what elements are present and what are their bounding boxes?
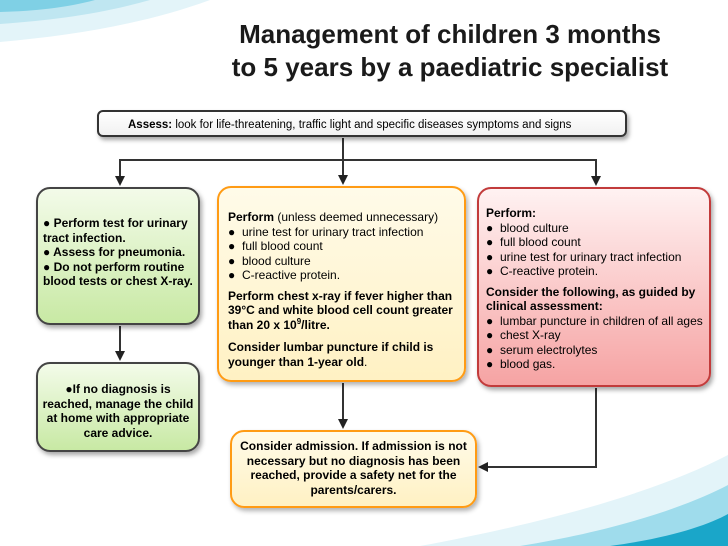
assess-label: Assess: <box>128 119 173 131</box>
bullet-icon: ● <box>228 268 236 282</box>
bullet-icon: ● <box>486 357 494 371</box>
green-line-4: ● Do not perform routine <box>43 259 185 274</box>
home-line-2: reached, manage the child <box>42 396 194 411</box>
assess-text: look for life-threatening, traffic light and specific diseases symptoms and signs <box>172 119 572 131</box>
bullet-icon: ● <box>228 253 236 268</box>
home-line-3: at home with appropriate <box>46 411 190 425</box>
title-line-2: to 5 years by a paediatric specialist <box>231 52 669 82</box>
bullet-icon: ● <box>486 328 494 342</box>
title-line-1: Management of children 3 months <box>239 19 661 49</box>
admission-line-3: reached, provide a safety net for the <box>250 468 457 482</box>
lp-line-2: younger than 1-year old. <box>228 354 368 369</box>
amber-heading-bold: Perform <box>228 210 275 224</box>
amber-bullet: ● full blood count <box>228 239 323 253</box>
green-line-1: ● Perform test for urinary <box>43 216 188 230</box>
red-consider-bullet: ● lumbar puncture in children of all ages <box>486 313 703 328</box>
green-line-5: blood tests or chest X-ray. <box>43 274 193 288</box>
red-consider-bullet: ● blood gas. <box>486 357 556 371</box>
bullet-icon: ● <box>486 313 494 328</box>
xray-line-1: Perform chest x-ray if fever higher than <box>228 288 453 303</box>
xray-line-3: than 20 x $10^9$/litre. <box>228 316 330 332</box>
amber-bullet: ● urine test for urinary tract infection <box>228 224 424 239</box>
xray-line-2: 39°C and white blood cell count greater <box>228 303 453 317</box>
admission-line-1: Consider admission. If admission is not <box>240 439 467 453</box>
green-line-3: ● Assess for pneumonia. <box>43 245 186 259</box>
bullet-icon: ● <box>486 342 494 357</box>
home-line-4: care advice. <box>83 425 153 440</box>
red-consider-line-2: clinical assessment: <box>486 299 603 313</box>
red-bullet: ● blood culture <box>486 220 569 235</box>
lp-line-1: Consider lumbar puncture if child is <box>228 340 434 354</box>
red-consider-bullet: ● chest X-ray <box>486 328 561 342</box>
amber-bullet: ● C-reactive protein. <box>228 268 341 282</box>
amber-bullet: ● blood culture <box>228 253 311 268</box>
red-heading: Perform: <box>486 206 537 220</box>
bullet-icon: ● <box>228 239 236 253</box>
bullet-icon: ● <box>486 220 494 235</box>
red-bullet: ● urine test for urinary tract infection <box>486 249 682 264</box>
bullet-icon: ● <box>486 249 494 264</box>
admission-line-4: parents/carers. <box>310 482 397 497</box>
admission-line-2: necessary but no diagnosis has been <box>246 453 461 468</box>
red-consider-bullet: ● serum electrolytes <box>486 342 598 357</box>
red-bullet: ● C-reactive protein. <box>486 264 599 278</box>
red-bullet: ● full blood count <box>486 235 581 249</box>
home-line-1: ●If no diagnosis is <box>65 382 171 396</box>
bullet-icon: ● <box>486 235 494 249</box>
bullet-icon: ● <box>486 264 494 278</box>
green-line-2: tract infection. <box>43 230 126 245</box>
amber-heading-rest: (unless deemed unnecessary) <box>274 210 439 224</box>
bullet-icon: ● <box>228 224 236 239</box>
red-consider-line-1: Consider the following, as guided by <box>486 284 696 299</box>
